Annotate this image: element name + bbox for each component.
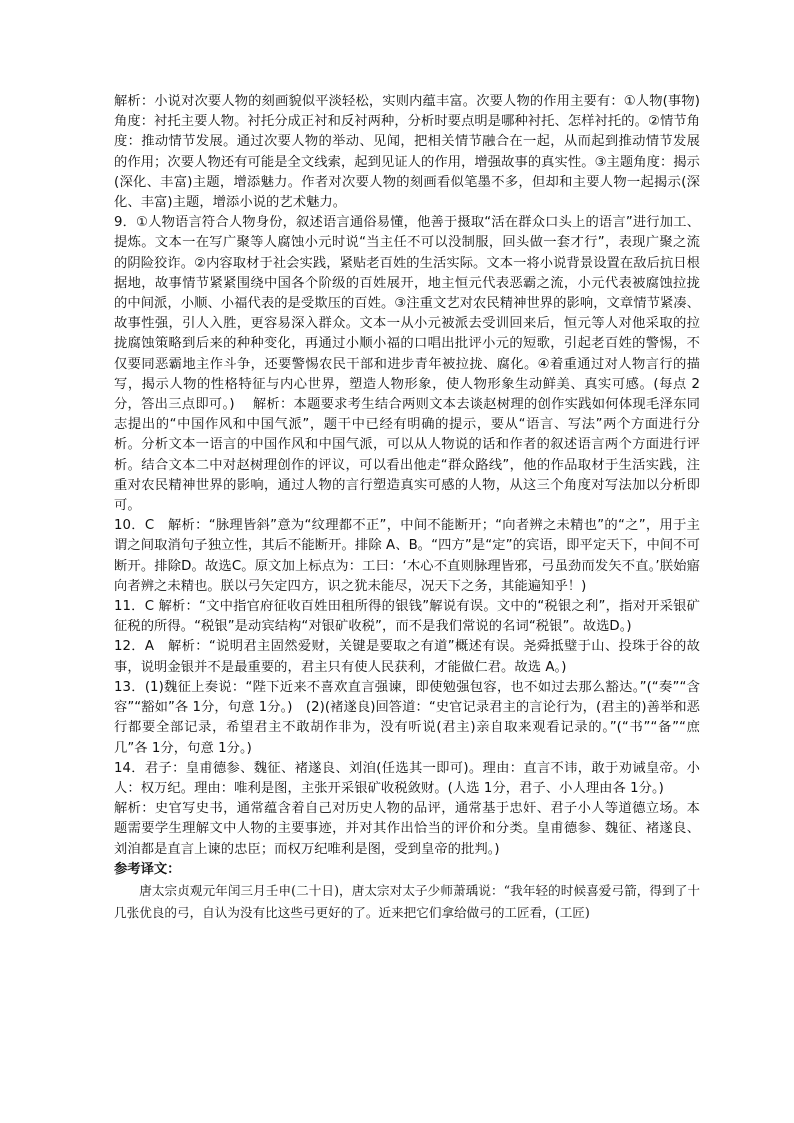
answer-paragraph-10: 10．C 解析：“脉理皆斜”意为“纹理都不正”，中间不能断开；“向者辨之未精也”的“之”，用于主谓之间取消句子独立性，其后不能断开。排除 A、B。“四方”是“定”的宾语，即平定天下，中间不可断开。排除D。故选C。原文加上标点为：工曰：‘木心不直则脉理皆邪，弓虽劲而发矢不直。’朕始寤向者辨之未精也。朕以弓矢定四方，识之犹未能尽，况天下之务，其能遍知乎！): [114, 518, 700, 594]
answer-paragraph-9: 9．①人物语言符合人物身份，叙述语言通俗易懂，他善于摄取“活在群众口头上的语言”进行加工、提炼。文本一在写广聚等人腐蚀小元时说“当主任不可以没制服，回头做一套才行”，表现广聚之流的阴险狡诈。②内容取材于社会实践，紧贴老百姓的生活实际。文本一将小说背景设置在敌后抗日根据地，故事情节紧紧围绕中国各个阶级的百姓展开，地主恒元代表恶霸之流，小元代表被腐蚀拉拢的中间派，小顺、小福代表的是受欺压的百姓。③注重文艺对农民精神世界的影响，文章情节紧凑、故事性强，引人入胜，更容易深入群众。文本一从小元被派去受训回来后，恒元等人对他采取的拉拢腐蚀策略到后来的种种变化，再通过小顺小福的口唱出批评小元的短歌，引起老百姓的警惕，不仅要同恶霸地主作斗争，还要警惕农民干部和进步青年被拉拢、腐化。④着重通过对人物言行的描写，揭示人物的性格特征与内心世界，塑造人物形象，使人物形象生动鲜美、真实可感。(每点 2分，答出三点即可。) 解析：本题要求考生结合两则文本去谈赵树理的创作实践如何体现毛泽东同志提出的“中国作风和中国气派”，题干中已经有明确的提示，要从“语言、写法”两个方面进行分析。分析文本一语言的中国作风和中国气派，可以从人物说的话和作者的叙述语言两个方面进行评析。结合文本二中对赵树理创作的评议，可以看出他走“群众路线”，他的作品取材于生活实践，注重对农民精神世界的影响，通过人物的言行塑造真实可感的人物，从这三个角度对写法加以分析即可。: [114, 215, 700, 514]
reference-translation-heading: 参考译文：: [114, 861, 181, 877]
answer-paragraph-11: 11．C 解析：“文中指官府征收百姓田租所得的银钱”解说有误。文中的“税银之利”，指对开采银矿征税的所得。“税银”是动宾结构“对银矿收税”，而不是我们常说的名词“税银”。故选D。): [114, 599, 700, 635]
answer-paragraph-14: 14．君子：皇甫德参、魏征、褚遂良、刘洎(任选其一即可)。理由：直言不讳，敢于劝诫皇帝。小人：权万纪。理由：唯利是图，主张开采银矿收税敛财。(人选 1分，君子、小人理由各 1分。): [114, 760, 700, 796]
analysis-paragraph-14: 解析：史官写史书，通常蕴含着自己对历史人物的品评，通常基于忠奸、君子小人等道德立场。本题需要学生理解文中人物的主要事迹，并对其作出恰当的评价和分类。皇甫德参、魏征、褚遂良、刘洎都是直言上谏的忠臣；而权万纪唯利是图，受到皇帝的批判。): [114, 801, 700, 857]
answer-paragraph-12: 12．A 解析：“说明君主固然爱财，关键是要取之有道”概述有误。尧舜抵璧于山、投珠于谷的故事，说明金银并不是最重要的，君主只有使人民获利，才能做仁君。故选 A。): [114, 639, 700, 675]
reference-translation-text: 唐太宗贞观元年闰三月壬申(二十日)，唐太宗对太子少师萧瑀说：“我年轻的时候喜爱弓箭，得到了十几张优良的弓，自认为没有比这些弓更好的了。近来把它们拿给做弓的工匠看，(工匠): [114, 882, 700, 920]
analysis-paragraph-8: 解析：小说对次要人物的刻画貌似平淡轻松，实则内蕴丰富。次要人物的作用主要有：①人物(事物)角度：衬托主要人物。衬托分成正衬和反衬两种，分析时要点明是哪种衬托、怎样衬托的。②情节角度：推动情节发展。通过次要人物的举动、见闻，把相关情节融合在一起，从而起到推动情节发展的作用；次要人物还有可能是全文线索，起到见证人的作用，增强故事的真实性。③主题角度：揭示(深化、丰富)主题，增添魅力。作者对次要人物的刻画看似笔墨不多，但却和主要人物一起揭示(深化、丰富)主题，增添小说的艺术魅力。: [114, 94, 700, 211]
document-page: [114, 92, 700, 924]
answer-paragraph-13: 13．(1)魏征上奏说：“陛下近来不喜欢直言强谏，即使勉强包容，也不如过去那么豁达。”(“奏”“含容”“豁如”各 1分，句意 1分。) (2)(褚遂良)回答道：“史官记录君主的言论行为，(君主的)善举和恶行都要全部记录，希望君主不敢胡作非为，没有听说(君主)亲自取来观看记录的。”(“书”“备”“庶几”各 1分，句意 1分。): [114, 679, 700, 756]
